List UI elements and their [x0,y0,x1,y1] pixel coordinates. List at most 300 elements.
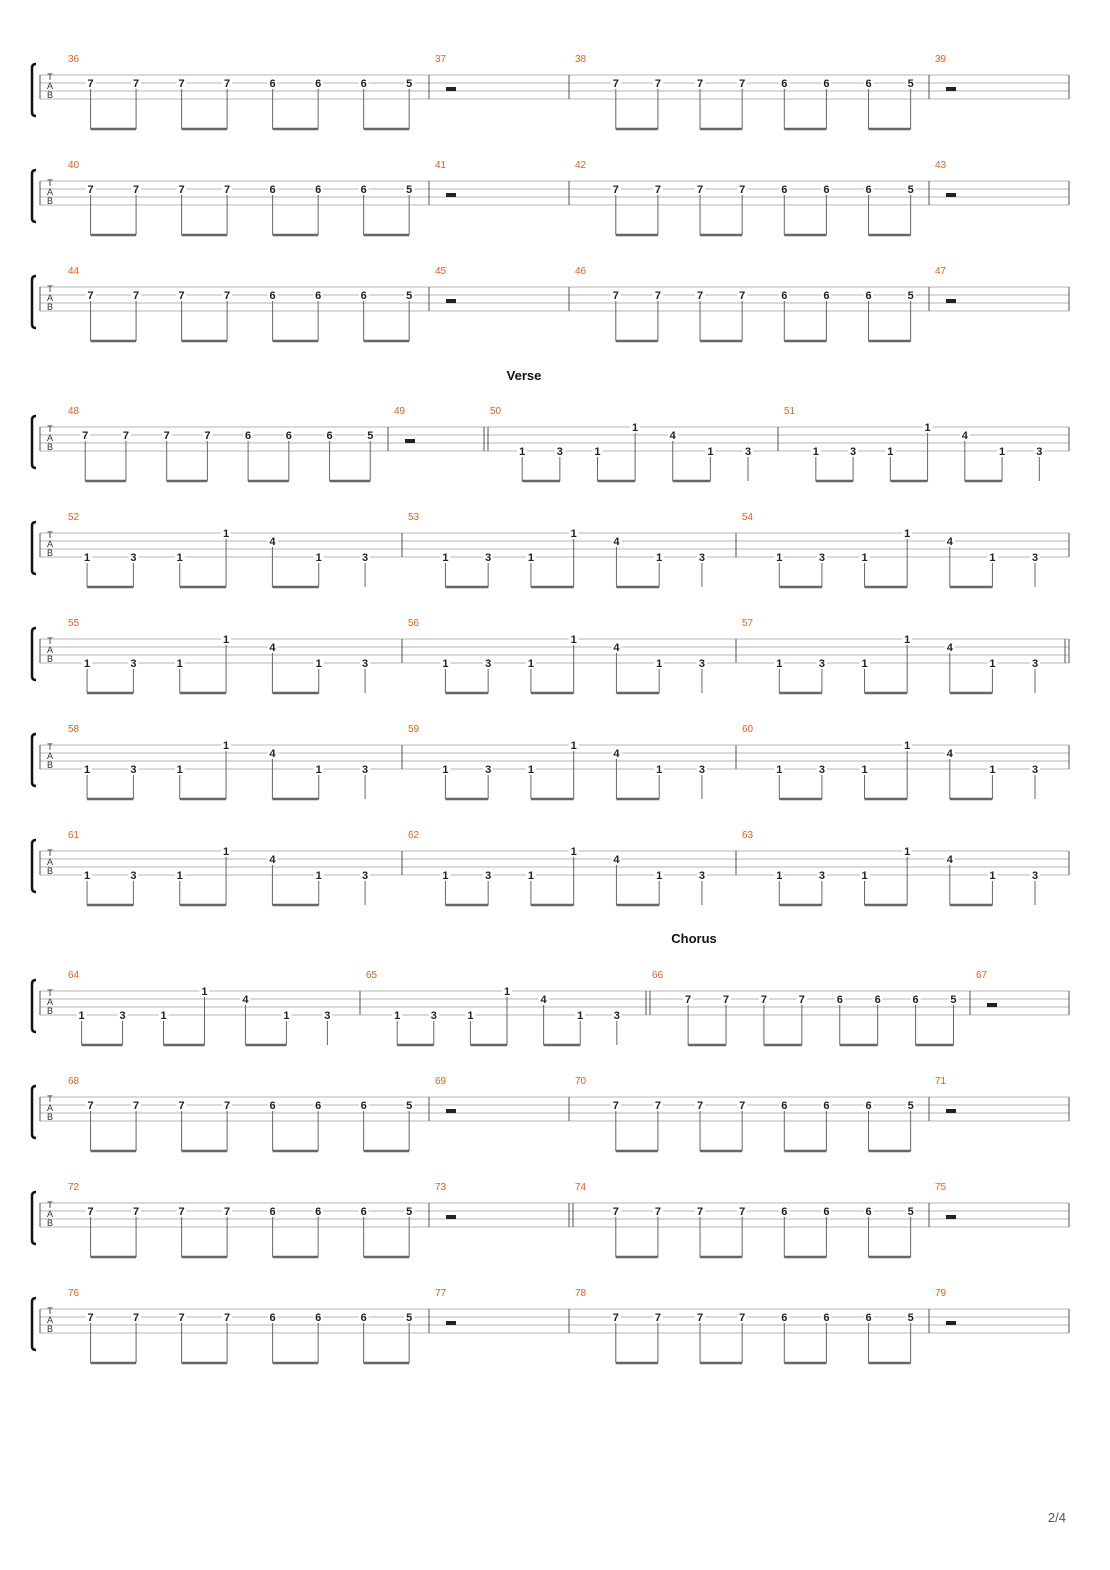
tab-system [32,618,1069,693]
fret-number: 7 [654,290,661,302]
tab-clef-letter: T [47,636,53,646]
tab-clef-letter: T [47,742,53,752]
tab-clef-letter: A [46,1103,54,1113]
fret-number: 1 [527,870,534,882]
fret-number: 5 [907,1312,914,1324]
fret-number: 6 [865,1206,872,1218]
measure [935,1182,1069,1227]
measure-number: 37 [435,54,447,65]
measure [394,406,484,451]
measure [435,160,569,205]
fret-number: 1 [570,634,577,646]
fret-number: 6 [245,430,252,442]
measure-number: 41 [435,160,447,171]
tab-clef-letter: B [46,760,54,770]
half-rest [946,87,956,91]
tab-system [32,830,1069,905]
tab-clef-letter: B [46,196,54,206]
tab-clef-letter: T [47,72,53,82]
half-rest [405,439,415,443]
tab-clef-letter: B [46,90,54,100]
fret-number: 1 [283,1010,290,1022]
fret-number: 6 [326,430,333,442]
section-label: Verse [506,368,542,383]
system-bracket [32,416,36,468]
fret-number: 7 [82,430,89,442]
measure-number: 50 [490,406,502,417]
fret-number: 7 [133,184,140,196]
measure-number: 77 [435,1288,447,1299]
fret-number: 6 [781,78,788,90]
measure-number: 38 [575,54,587,65]
fret-number: 4 [613,854,620,866]
fret-number: 1 [315,552,322,564]
fret-number: 1 [776,870,783,882]
fret-number: 6 [781,290,788,302]
fret-number: 4 [613,642,620,654]
fret-number: 5 [406,290,413,302]
fret-number: 4 [946,854,953,866]
fret-number: 7 [87,1206,94,1218]
fret-number: 5 [907,290,914,302]
fret-number: 7 [696,1100,704,1112]
measure-number: 64 [68,970,80,981]
system-bracket [32,276,36,328]
tab-clef-letter: T [47,1200,53,1210]
measure [435,1288,569,1333]
fret-number: 1 [223,740,230,752]
fret-number: 1 [999,446,1006,458]
fret-number: 5 [950,994,957,1006]
fret-number: 3 [485,764,492,776]
fret-number: 1 [223,846,230,858]
fret-number: 6 [823,1100,830,1112]
fret-number: 6 [269,184,276,196]
fret-number: 7 [739,78,746,90]
fret-number: 6 [315,1206,322,1218]
measure [435,1182,569,1227]
fret-number: 1 [577,1010,584,1022]
fret-number: 1 [861,552,868,564]
fret-number: 3 [698,764,705,776]
measure [976,970,1069,1015]
fret-number: 3 [698,870,705,882]
measure-number: 67 [976,970,988,981]
fret-number: 4 [242,994,249,1006]
measure-number: 72 [68,1182,80,1193]
fret-number: 7 [654,184,661,196]
fret-number: 1 [442,764,449,776]
tab-clef-letter: A [46,1315,54,1325]
fret-number: 6 [315,1312,322,1324]
half-rest [946,1109,956,1113]
tab-clef-letter: A [46,645,54,655]
measure-number: 44 [68,266,80,277]
half-rest [446,1321,456,1325]
system-bracket [32,840,36,892]
fret-number: 6 [269,1312,276,1324]
fret-number: 7 [224,184,231,196]
fret-number: 6 [823,1206,830,1218]
fret-number: 4 [269,536,276,548]
fret-number: 1 [887,446,894,458]
fret-number: 7 [612,290,619,302]
fret-number: 7 [739,1100,746,1112]
fret-number: 7 [87,1312,94,1324]
tab-clef-letter: T [47,988,53,998]
system-bracket [32,1192,36,1244]
measure-number: 76 [68,1288,80,1299]
tab-clef-letter: T [47,424,53,434]
fret-number: 7 [696,290,704,302]
fret-number: 1 [176,870,183,882]
measure-number: 73 [435,1182,447,1193]
measure-number: 52 [68,512,80,523]
fret-number: 6 [836,994,843,1006]
fret-number: 6 [315,184,322,196]
fret-number: 4 [946,536,953,548]
measure [935,1288,1069,1333]
fret-number: 3 [362,870,369,882]
fret-number: 7 [739,290,746,302]
fret-number: 3 [119,1010,126,1022]
fret-number: 7 [654,1206,661,1218]
fret-number: 5 [406,78,413,90]
fret-number: 6 [865,290,872,302]
fret-number: 1 [83,552,91,564]
fret-number: 6 [781,1312,788,1324]
fret-number: 5 [907,1100,914,1112]
measure-number: 36 [68,54,80,65]
fret-number: 1 [519,446,526,458]
fret-number: 7 [224,78,231,90]
fret-number: 5 [406,1312,413,1324]
fret-number: 6 [865,1312,872,1324]
measure-number: 54 [742,512,754,523]
fret-number: 6 [865,78,872,90]
measure-number: 79 [935,1288,947,1299]
system-bracket [32,64,36,116]
fret-number: 7 [696,1206,704,1218]
fret-number: 1 [989,658,996,670]
fret-number: 7 [224,290,231,302]
fret-number: 1 [656,658,663,670]
fret-number: 5 [406,1100,413,1112]
fret-number: 1 [503,986,511,998]
fret-number: 7 [739,1206,746,1218]
fret-number: 3 [362,658,369,670]
measure-number: 48 [68,406,80,417]
fret-number: 7 [654,1100,661,1112]
fret-number: 1 [223,634,230,646]
fret-number: 7 [722,994,730,1006]
fret-number: 3 [485,552,492,564]
measure-number: 58 [68,724,80,735]
tab-clef-letter: T [47,1094,53,1104]
measure-number: 65 [366,970,378,981]
fret-number: 7 [87,184,94,196]
fret-number: 7 [133,1312,140,1324]
fret-number: 7 [87,78,94,90]
fret-number: 7 [654,1312,661,1324]
fret-number: 1 [83,870,91,882]
fret-number: 6 [269,78,276,90]
measure-number: 47 [935,266,947,277]
fret-number: 7 [178,78,185,90]
tab-clef-letter: T [47,530,53,540]
fret-number: 6 [360,78,367,90]
fret-number: 7 [87,1100,94,1112]
fret-number: 7 [133,78,140,90]
measure-number: 78 [575,1288,587,1299]
measure-number: 62 [408,830,420,841]
fret-number: 3 [485,658,492,670]
fret-number: 3 [556,446,563,458]
fret-number: 3 [818,764,825,776]
fret-number: 1 [812,446,819,458]
fret-number: 7 [696,1312,704,1324]
fret-number: 1 [83,658,91,670]
fret-number: 4 [961,430,968,442]
fret-number: 6 [269,1100,276,1112]
fret-number: 1 [904,846,911,858]
fret-number: 7 [178,290,185,302]
fret-number: 1 [394,1010,401,1022]
measure-number: 69 [435,1076,447,1087]
tab-clef-letter: B [46,866,54,876]
measure [935,266,1069,311]
system-bracket [32,170,36,222]
fret-number: 3 [698,552,705,564]
fret-number: 7 [612,78,619,90]
tab-system [32,266,1069,341]
fret-number: 1 [904,740,911,752]
fret-number: 1 [442,552,449,564]
half-rest [946,1215,956,1219]
fret-number: 7 [178,184,185,196]
fret-number: 5 [406,1206,413,1218]
fret-number: 1 [570,740,577,752]
tab-system [32,724,1069,799]
system-bracket [32,980,36,1032]
fret-number: 6 [315,290,322,302]
fret-number: 1 [176,658,183,670]
fret-number: 7 [696,78,704,90]
fret-number: 1 [467,1010,474,1022]
fret-number: 1 [776,552,783,564]
fret-number: 1 [83,764,91,776]
tab-clef-letter: A [46,997,54,1007]
fret-number: 6 [865,1100,872,1112]
fret-number: 6 [360,1312,367,1324]
fret-number: 1 [442,870,449,882]
fret-number: 1 [776,764,783,776]
fret-number: 3 [1031,764,1039,776]
measure-number: 68 [68,1076,80,1087]
tab-clef-letter: B [46,1218,54,1228]
fret-number: 6 [315,1100,322,1112]
page-number: 2/4 [1047,1510,1066,1525]
fret-number: 1 [904,634,911,646]
tab-clef-letter: A [46,293,54,303]
tab-clef-letter: A [46,1209,54,1219]
fret-number: 3 [362,552,369,564]
tab-system [32,1076,1069,1151]
fret-number: 6 [823,184,830,196]
measure-number: 46 [575,266,587,277]
fret-number: 6 [781,1206,788,1218]
measure-number: 74 [575,1182,587,1193]
fret-number: 6 [360,184,367,196]
measure-number: 59 [408,724,420,735]
fret-number: 1 [160,1010,167,1022]
fret-number: 6 [823,78,830,90]
fret-number: 7 [178,1206,185,1218]
measure-number: 43 [935,160,947,171]
fret-number: 4 [613,748,620,760]
fret-number: 5 [367,430,374,442]
fret-number: 7 [654,78,661,90]
fret-number: 4 [269,854,276,866]
fret-number: 3 [430,1010,437,1022]
tab-clef-letter: B [46,548,54,558]
fret-number: 1 [776,658,783,670]
fret-number: 4 [269,642,276,654]
fret-number: 1 [632,422,639,434]
measure-number: 55 [68,618,80,629]
fret-number: 6 [269,290,276,302]
fret-number: 6 [781,184,788,196]
fret-number: 5 [406,184,413,196]
fret-number: 4 [669,430,676,442]
tab-clef-letter: A [46,187,54,197]
half-rest [987,1003,997,1007]
tab-clef-letter: B [46,1324,54,1334]
fret-number: 1 [861,658,868,670]
tab-clef-letter: B [46,442,54,452]
fret-number: 7 [133,290,140,302]
measure-number: 49 [394,406,406,417]
fret-number: 6 [912,994,919,1006]
fret-number: 4 [540,994,547,1006]
fret-number: 3 [324,1010,331,1022]
tab-system [32,931,1069,1045]
fret-number: 7 [133,1206,140,1218]
fret-number: 1 [201,986,208,998]
tab-system [32,1182,1069,1257]
tab-clef-letter: T [47,1306,53,1316]
measure-number: 66 [652,970,664,981]
half-rest [446,87,456,91]
system-bracket [32,1086,36,1138]
measure-number: 61 [68,830,80,841]
fret-number: 7 [696,184,704,196]
fret-number: 7 [87,290,94,302]
fret-number: 7 [163,430,170,442]
half-rest [946,299,956,303]
measure-number: 60 [742,724,754,735]
fret-number: 7 [612,1100,619,1112]
fret-number: 3 [818,552,825,564]
half-rest [446,193,456,197]
fret-number: 3 [1031,658,1039,670]
tab-clef-letter: A [46,81,54,91]
tab-system [32,368,1069,481]
measure-number: 39 [935,54,947,65]
fret-number: 6 [823,1312,830,1324]
fret-number: 7 [798,994,805,1006]
fret-number: 4 [613,536,620,548]
fret-number: 1 [527,658,534,670]
system-bracket [32,628,36,680]
fret-number: 3 [362,764,369,776]
measure [435,54,569,99]
tab-clef-letter: A [46,751,54,761]
system-bracket [32,734,36,786]
half-rest [446,299,456,303]
tab-clef-letter: B [46,1006,54,1016]
fret-number: 3 [818,658,825,670]
fret-number: 7 [224,1312,231,1324]
fret-number: 5 [907,78,914,90]
fret-number: 1 [442,658,449,670]
fret-number: 6 [285,430,292,442]
tab-clef-letter: T [47,178,53,188]
tab-system [32,1288,1069,1363]
fret-number: 1 [527,764,534,776]
tab-system [32,54,1069,129]
fret-number: 6 [874,994,881,1006]
section-label: Chorus [671,931,717,946]
measure-number: 40 [68,160,80,171]
tab-clef-letter: T [47,284,53,294]
fret-number: 7 [739,1312,746,1324]
fret-number: 1 [656,764,663,776]
fret-number: 3 [818,870,825,882]
fret-number: 7 [224,1206,231,1218]
fret-number: 3 [1036,446,1043,458]
tab-clef-letter: A [46,857,54,867]
fret-number: 1 [176,764,183,776]
fret-number: 1 [315,870,322,882]
fret-number: 3 [130,552,137,564]
fret-number: 5 [907,1206,914,1218]
fret-number: 3 [1031,870,1039,882]
fret-number: 1 [861,870,868,882]
measure [435,1076,569,1121]
measure [435,266,569,311]
fret-number: 3 [1031,552,1039,564]
fret-number: 7 [133,1100,140,1112]
fret-number: 1 [315,764,322,776]
fret-number: 1 [924,422,931,434]
measure-number: 51 [784,406,796,417]
fret-number: 7 [612,184,619,196]
fret-number: 6 [781,1100,788,1112]
half-rest [446,1109,456,1113]
fret-number: 7 [178,1312,185,1324]
tab-clef-letter: A [46,433,54,443]
tab-clef-letter: B [46,654,54,664]
fret-number: 3 [130,658,137,670]
fret-number: 7 [612,1206,619,1218]
fret-number: 4 [269,748,276,760]
fret-number: 7 [224,1100,231,1112]
fret-number: 1 [656,552,663,564]
fret-number: 1 [78,1010,85,1022]
fret-number: 7 [760,994,767,1006]
fret-number: 7 [739,184,746,196]
